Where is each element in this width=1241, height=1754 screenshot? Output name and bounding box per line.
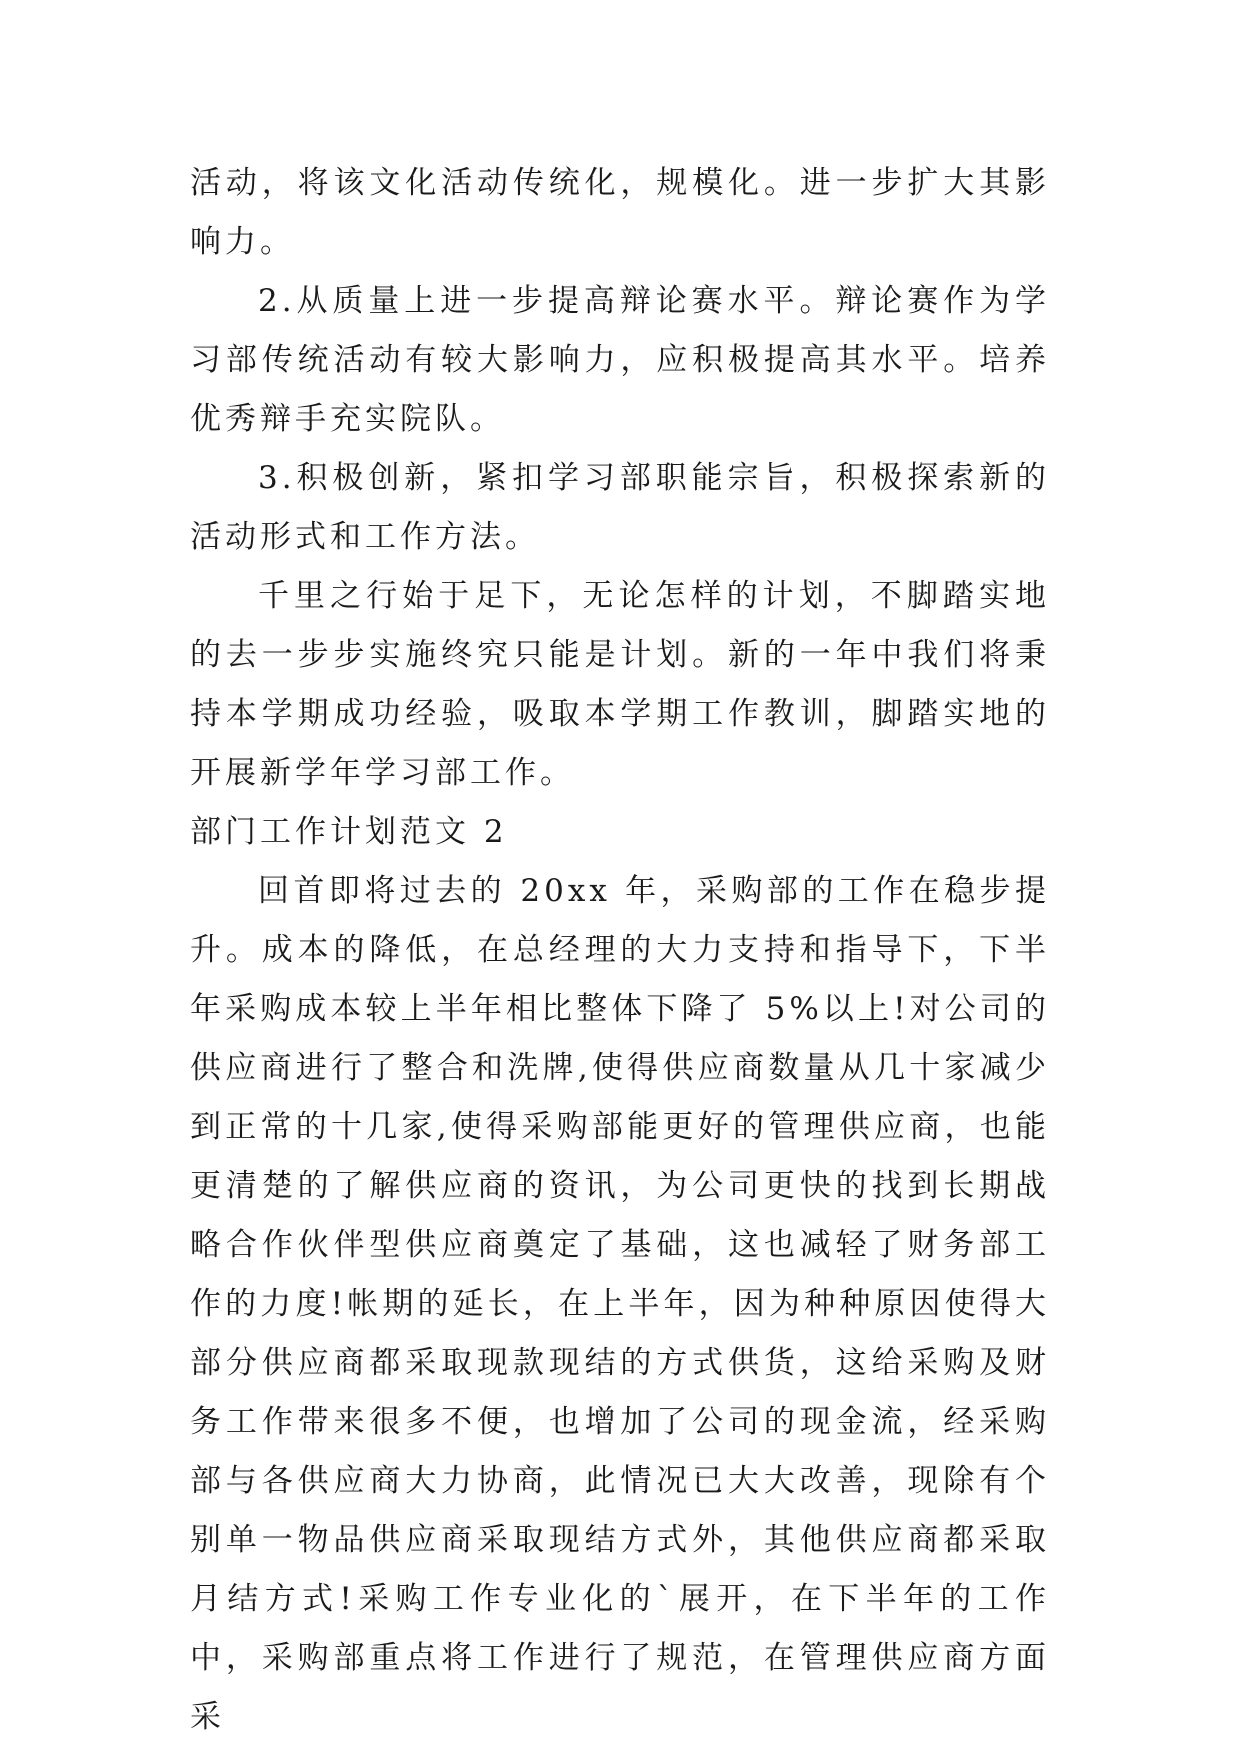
document-body — [190, 154, 1050, 1747]
section-title: 部门工作计划范文 2 — [190, 814, 508, 850]
paragraph-debate-quality: 2.从质量上进一步提高辩论赛水平。辩论赛作为学习部传统活动有较大影响力，应积极提高其水平。培养优秀辩手充实院队。 — [190, 283, 1050, 437]
paragraph-continuation: 活动，将该文化活动传统化，规模化。进一步扩大其影响力。 — [190, 165, 1050, 260]
paragraph-innovation: 3.积极创新，紧扣学习部职能宗旨，积极探索新的活动形式和工作方法。 — [190, 460, 1050, 555]
paragraph-purchasing-review: 回首即将过去的 20xx 年，采购部的工作在稳步提升。成本的降低，在总经理的大力支持和指导下，下半年采购成本较上半年相比整体下降了 5%以上!对公司的供应商进行了整合和洗牌,使得供应商数量从几十家减少到正常的十几家,使得采购部能更好的管理供应商，也能更清楚的了解供应商的资讯，为公司更快的找到长期战略合作伙伴型供应商奠定了基础，这也减轻了财务部工作的力度!帐期的延长，在上半年，因为种种原因使得大部分供应商都采取现款现结的方式供货，这给采购及财务工作带来很多不便，也增加了公司的现金流，经采购部与各供应商大力协商，此情况已大大改善，现除有个别单一物品供应商采取现结方式外，其他供应商都采取月结方式!采购工作专业化的`展开，在下半年的工作中，采购部重点将工作进行了规范，在管理供应商方面采 — [190, 873, 1050, 1735]
paragraph-conclusion: 千里之行始于足下，无论怎样的计划，不脚踏实地的去一步步实施终究只能是计划。新的一年中我们将秉持本学期成功经验，吸取本学期工作教训，脚踏实地的开展新学年学习部工作。 — [190, 578, 1050, 791]
